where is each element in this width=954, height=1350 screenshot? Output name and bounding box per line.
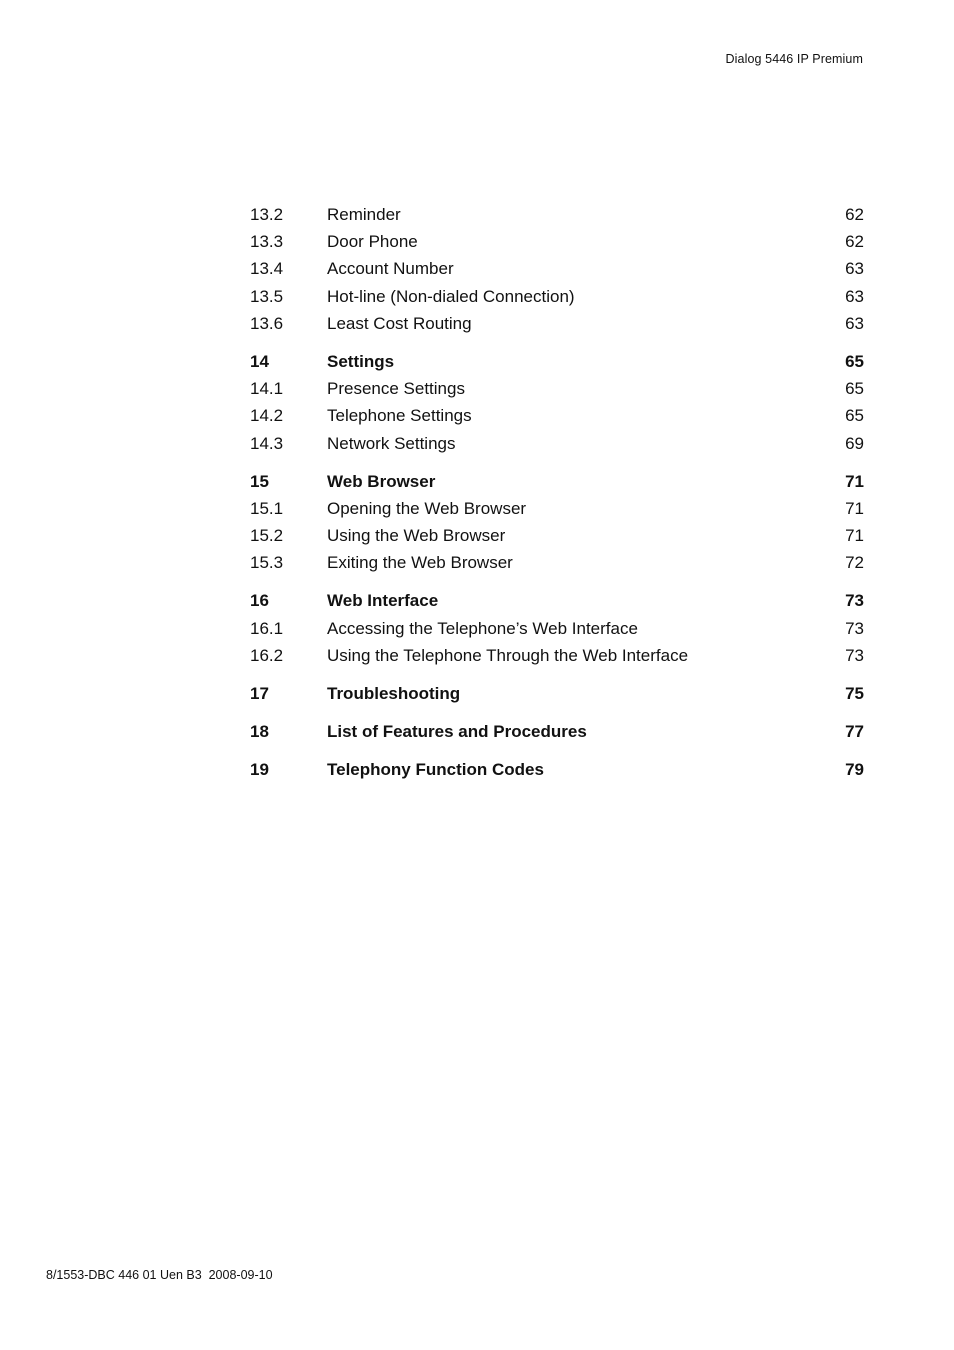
- toc-section-row: [250, 644, 864, 671]
- toc-page-number: 75: [845, 684, 864, 703]
- toc-page-number: 69: [845, 433, 864, 453]
- toc-number: 13.2: [250, 205, 284, 224]
- toc-title: Using the Telephone Through the Web Interface: [327, 645, 689, 665]
- toc-section-row: [250, 551, 864, 578]
- toc-title: Network Settings: [327, 433, 456, 453]
- toc-section-row: [250, 617, 864, 644]
- toc-number: 15: [250, 471, 269, 491]
- toc-page-number: 63: [845, 259, 864, 279]
- toc-section-row: [250, 497, 864, 524]
- toc-title: Account Number: [327, 259, 454, 279]
- toc-title: Presence Settings: [327, 379, 465, 399]
- toc-page-number: 73: [845, 645, 864, 665]
- toc-section-row: [250, 312, 864, 339]
- toc-page-number: 63: [845, 286, 864, 306]
- toc-page-number: 73: [845, 618, 864, 638]
- toc-chapter-row: [250, 470, 864, 497]
- toc-title: Door Phone: [327, 232, 418, 252]
- toc-section-row: [250, 257, 864, 284]
- toc-chapter-row: [250, 350, 864, 377]
- toc-page-number: 63: [845, 313, 864, 333]
- toc-page-number: 73: [845, 591, 864, 611]
- toc-section-row: [250, 285, 864, 312]
- table-of-contents: [250, 203, 864, 786]
- toc-chapter-row: [250, 758, 864, 785]
- toc-page-number: 71: [845, 471, 864, 491]
- toc-page-number: 62: [845, 232, 864, 252]
- toc-section-row: [250, 432, 864, 459]
- toc-page-number: 79: [845, 760, 864, 780]
- toc-chapter-row: [250, 589, 864, 616]
- toc-number: 16: [250, 591, 269, 611]
- toc-number: 15.3: [250, 553, 284, 573]
- toc-title: Web Interface: [327, 591, 439, 611]
- toc-title: Accessing the Telephone’s Web Interface: [327, 618, 638, 638]
- toc-number: 14.3: [250, 433, 284, 453]
- toc-number: 13.3: [250, 232, 284, 252]
- toc-number: 16.2: [250, 645, 284, 665]
- toc-title: Least Cost Routing: [327, 313, 472, 333]
- running-header: Dialog 5446 IP Premium: [725, 52, 863, 66]
- document-footer: 8/1553-DBC 446 01 Uen B3 2008-09-10: [46, 1268, 273, 1282]
- toc-page-number: 65: [845, 379, 864, 399]
- toc-number: 17: [250, 684, 269, 703]
- toc-title: Using the Web Browser: [327, 526, 506, 546]
- toc-number: 13.4: [250, 259, 284, 279]
- toc-number: 15.1: [250, 498, 284, 518]
- toc-title: Settings: [327, 351, 395, 371]
- toc-section-row: [250, 203, 864, 230]
- toc-page-number: 72: [845, 553, 864, 573]
- toc-chapter-row: [250, 720, 864, 747]
- toc-page-number: 77: [845, 722, 864, 742]
- toc-number: 14.1: [250, 379, 284, 399]
- toc-title: Telephone Settings: [327, 406, 472, 426]
- toc-page-number: 65: [845, 351, 864, 371]
- toc-title: Reminder: [327, 205, 401, 224]
- toc-section-row: [250, 524, 864, 551]
- toc-title: Telephony Function Codes: [327, 760, 544, 780]
- toc-section-row: [250, 377, 864, 404]
- toc-number: 15.2: [250, 526, 284, 546]
- toc-page-number: 71: [845, 526, 864, 546]
- toc-number: 19: [250, 760, 269, 780]
- toc-number: 13.6: [250, 313, 284, 333]
- toc-section-row: [250, 404, 864, 431]
- toc-title: Troubleshooting: [327, 684, 461, 703]
- toc-chapter-row: [250, 682, 864, 709]
- toc-number: 16.1: [250, 618, 284, 638]
- toc-title: List of Features and Procedures: [327, 722, 587, 742]
- toc-title: Hot-line (Non-dialed Connection): [327, 286, 575, 306]
- toc-title: Web Browser: [327, 471, 436, 491]
- toc-number: 18: [250, 722, 269, 742]
- toc-title: Opening the Web Browser: [327, 498, 527, 518]
- toc-section-row: [250, 230, 864, 257]
- toc-page-number: 65: [845, 406, 864, 426]
- toc-page-number: 71: [845, 498, 864, 518]
- toc-page-number: 62: [845, 205, 864, 224]
- toc-number: 13.5: [250, 286, 284, 306]
- toc-title: Exiting the Web Browser: [327, 553, 513, 573]
- toc-number: 14: [250, 351, 269, 371]
- toc-number: 14.2: [250, 406, 284, 426]
